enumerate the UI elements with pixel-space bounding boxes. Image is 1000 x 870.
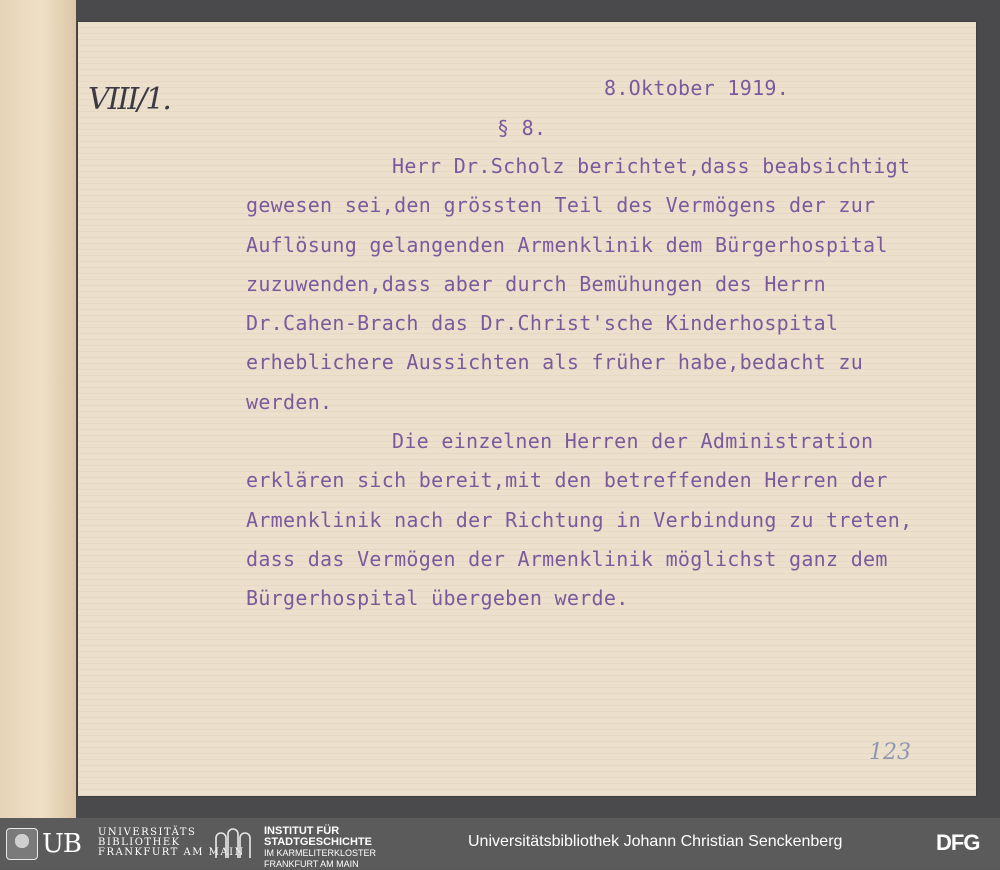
dfg-logo[interactable]: DFG: [936, 830, 980, 855]
portrait-seal-icon: [6, 828, 38, 860]
institute-wordmark: [264, 826, 376, 870]
inst-line: IM KARMELITERKLOSTER: [264, 848, 377, 858]
inst-line: FRANKFURT AM MAIN: [264, 859, 359, 869]
library-name-link[interactable]: Universitätsbibliothek Johann Christian Senckenberg: [468, 833, 843, 850]
institute-arches-icon[interactable]: [214, 826, 252, 860]
handwritten-page-number: 123: [869, 740, 911, 765]
text-line: Bürgerhospital übergeben werde.: [246, 586, 629, 610]
inst-line: STADTGESCHICHTE: [264, 836, 372, 848]
text-line: werden.: [246, 390, 333, 414]
ub-line: BIBLIOTHEK: [98, 837, 181, 848]
text-line: erheblichere Aussichten als früher habe,bedacht zu: [246, 350, 864, 374]
text-line: Armenklinik nach der Richtung in Verbindung zu treten,: [246, 508, 913, 532]
document-date: 8.Oktober 1919.: [604, 76, 790, 100]
text-line: gewesen sei,den grössten Teil des Vermögens der zur: [246, 193, 876, 217]
ub-line: FRANKFURT AM MAIN: [98, 847, 245, 858]
text-line: Die einzelnen Herren der Administration: [392, 429, 874, 453]
inst-line: INSTITUT FÜR: [264, 825, 340, 837]
section-number: § 8.: [497, 116, 547, 140]
text-line: zuzuwenden,dass aber durch Bemühungen des Herrn: [246, 272, 827, 296]
text-line: Herr Dr.Scholz berichtet,dass beabsichtigt: [392, 154, 911, 178]
ub-line: UNIVERSITÄTS: [98, 827, 197, 838]
text-line: dass das Vermögen der Armenklinik möglichst ganz dem: [246, 547, 888, 571]
ub-letters: UB: [42, 829, 82, 859]
text-line: Auflösung gelangenden Armenklinik dem Bürgerhospital: [246, 233, 888, 257]
text-line: Dr.Cahen-Brach das Dr.Christ'sche Kinderhospital: [246, 311, 839, 335]
text-line: erklären sich bereit,mit den betreffenden Herren der: [246, 468, 888, 492]
margin-note: VIII/1.: [88, 82, 170, 117]
adjacent-page-edge: [0, 0, 76, 818]
footer-bar: [0, 818, 1000, 868]
ub-logo[interactable]: [6, 828, 81, 860]
